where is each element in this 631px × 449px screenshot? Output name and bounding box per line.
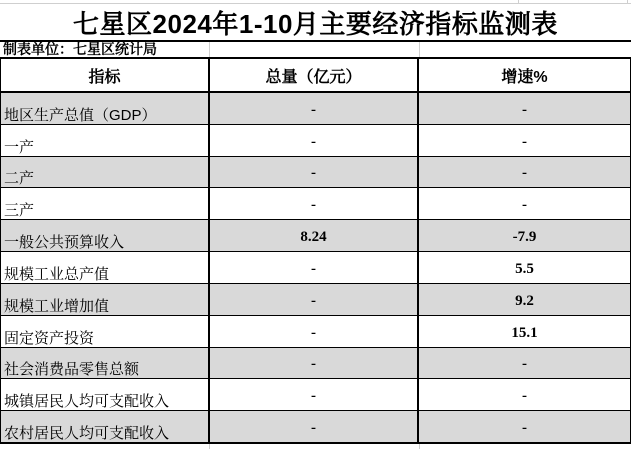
table-row [1, 379, 630, 411]
table-header-row [1, 59, 630, 93]
growth-cell[interactable]: - [522, 388, 527, 405]
table-row [1, 348, 630, 380]
prepared-by-label[interactable]: 制表单位：七星区统计局 [0, 42, 631, 59]
indicator-cell[interactable]: 一般公共预算收入 [1, 220, 210, 251]
table-row [1, 93, 630, 125]
table-row [1, 252, 630, 284]
indicator-cell[interactable]: 三产 [1, 188, 210, 219]
growth-cell[interactable]: - [522, 133, 527, 150]
table-row [1, 316, 630, 348]
growth-cell[interactable]: - [522, 419, 527, 436]
total-cell[interactable]: - [210, 316, 419, 347]
total-cell[interactable]: - [210, 252, 419, 283]
indicator-cell[interactable]: 固定资产投资 [1, 316, 210, 347]
total-cell[interactable]: - [210, 157, 419, 188]
indicator-cell[interactable]: 二产 [1, 157, 210, 188]
growth-cell[interactable]: - [522, 197, 527, 214]
indicator-cell[interactable]: 规模工业总产值 [1, 252, 210, 283]
growth-cell[interactable]: - [522, 356, 527, 373]
total-cell[interactable]: - [210, 411, 419, 442]
total-cell[interactable]: 8.24 [210, 220, 419, 251]
total-cell[interactable]: - [210, 348, 419, 379]
gridline [209, 444, 210, 449]
gridline [419, 444, 420, 449]
table-title[interactable]: 七星区2024年1-10月主要经济指标监测表 [0, 4, 631, 42]
growth-cell[interactable]: - [522, 101, 527, 118]
growth-cell[interactable]: 15.1 [511, 324, 538, 341]
total-cell[interactable]: - [210, 284, 419, 315]
total-cell[interactable]: - [210, 93, 419, 124]
total-cell[interactable]: - [210, 379, 419, 410]
indicator-cell[interactable]: 农村居民人均可支配收入 [1, 411, 210, 442]
gridline [627, 0, 628, 3]
indicator-cell[interactable]: 规模工业增加值 [1, 284, 210, 315]
growth-cell[interactable]: 9.2 [515, 292, 534, 309]
total-cell[interactable]: - [210, 125, 419, 156]
indicator-cell[interactable]: 社会消费品零售总额 [1, 348, 210, 379]
growth-cell[interactable]: 5.5 [515, 260, 534, 277]
indicators-table [0, 59, 631, 444]
column-header-growth[interactable]: 增速% [501, 68, 548, 86]
indicator-cell[interactable]: 地区生产总值（GDP） [1, 93, 210, 124]
growth-cell[interactable]: -7.9 [512, 229, 537, 246]
indicator-cell[interactable]: 城镇居民人均可支配收入 [1, 379, 210, 410]
table-row [1, 157, 630, 189]
indicator-cell[interactable]: 一产 [1, 125, 210, 156]
table-row [1, 284, 630, 316]
total-cell[interactable]: - [210, 188, 419, 219]
column-header-total[interactable]: 总量（亿元） [210, 59, 419, 91]
table-row [1, 411, 630, 442]
table-row [1, 125, 630, 157]
table-row [1, 220, 630, 252]
column-header-indicator[interactable]: 指标 [1, 59, 210, 91]
table-row [1, 188, 630, 220]
table-body [1, 93, 630, 442]
growth-cell[interactable]: - [522, 165, 527, 182]
